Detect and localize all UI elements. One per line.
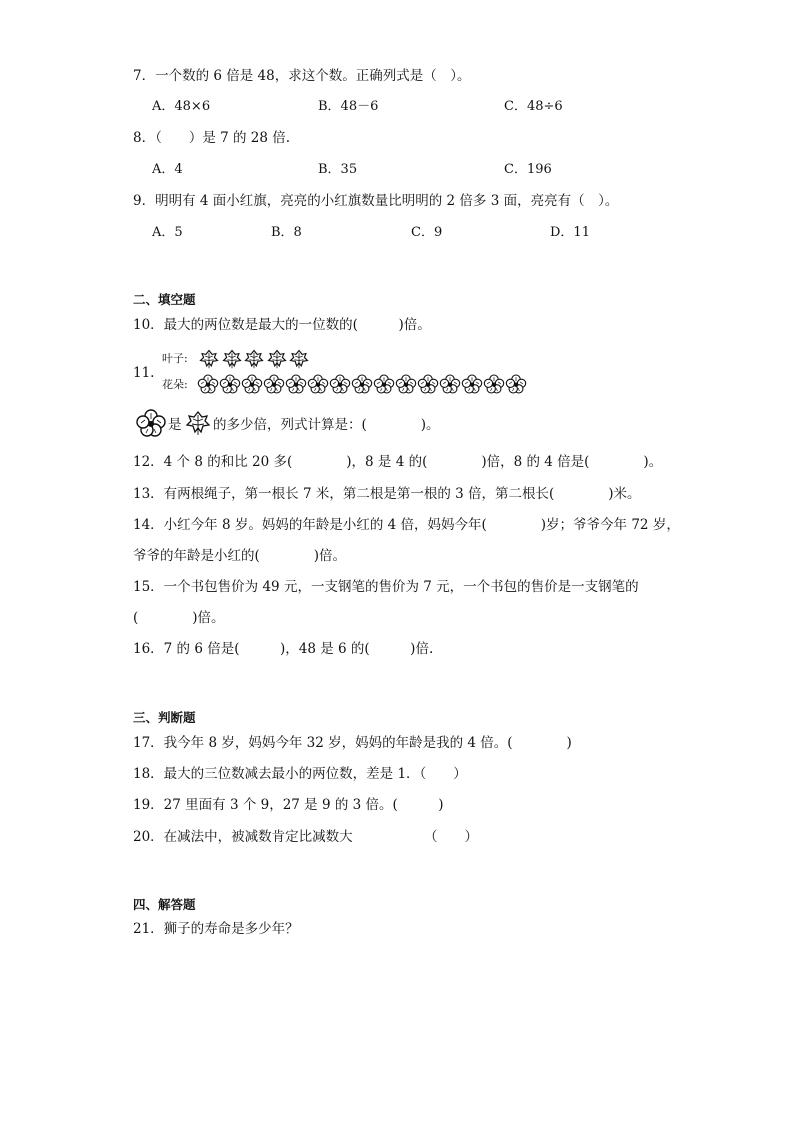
flower-icon: [286, 375, 306, 393]
question-15-line-2: ( )倍。: [133, 610, 225, 626]
flower-icon: [330, 375, 350, 393]
question-13-stem: 13．有两根绳子，第一根长 7 米，第二根是第一根的 3 倍，第二根长( )米。: [133, 486, 641, 502]
question-19-stem: 19．27 里面有 3 个 9，27 是 9 的 3 倍。( ): [133, 797, 444, 813]
flower-icon: [506, 375, 526, 393]
question-14-line-2: 爷爷的年龄是小红的( )倍。: [133, 548, 347, 564]
question-15-line-1: 15．一个书包售价为 49 元，一支钢笔的售价为 7 元，一个书包的售价是一支钢笔的: [133, 579, 639, 595]
leaf-icon: [266, 349, 288, 369]
question-10-stem: 10．最大的两位数是最大的一位数的( )倍。: [133, 317, 431, 333]
question-7-stem: 7．一个数的 6 倍是 48，求这个数。正确列式是（ ）。: [133, 68, 471, 84]
flower-icon: [264, 375, 284, 393]
leaf-label: 叶子:: [162, 352, 188, 365]
question-20-stem: 20．在减法中，被减数肯定比减数大: [133, 829, 353, 845]
flower-icon: [198, 375, 218, 393]
question-12-stem: 12．4 个 8 的和比 20 多( )，8 是 4 的( )倍，8 的 4 倍是( )。: [133, 454, 663, 470]
flower-icon: [352, 375, 372, 393]
question-9-stem: 9．明明有 4 面小红旗，亮亮的小红旗数量比明明的 2 倍多 3 面，亮亮有（ ）。: [133, 193, 619, 209]
question-9-option-d: D．11: [550, 225, 590, 240]
leaf-icon: [243, 349, 265, 369]
question-9-option-c: C．9: [411, 225, 443, 240]
leaf-icon: [198, 349, 220, 369]
flower-icon: [242, 375, 262, 393]
flower-icon: [440, 375, 460, 393]
flower-icon: [137, 410, 165, 436]
question-8-stem: 8．（ ）是 7 的 28 倍.: [133, 130, 291, 146]
flower-icon: [308, 375, 328, 393]
question-21-stem: 21．狮子的寿命是多少年？: [133, 921, 299, 937]
question-14-line-1: 14．小红今年 8 岁。妈妈的年龄是小红的 4 倍，妈妈今年( )岁；爷爷今年 72 岁，: [133, 517, 680, 533]
flower-icon: [220, 375, 240, 393]
question-11-text-a: 是: [168, 417, 182, 433]
flower-label: 花朵:: [162, 378, 188, 391]
flower-icon: [418, 375, 438, 393]
question-7-option-a: A．48×6: [152, 99, 211, 114]
flower-icon: [396, 375, 416, 393]
leaf-icon: [288, 349, 310, 369]
question-11-number: 11.: [133, 365, 155, 381]
question-18-stem: 18．最大的三位数减去最小的两位数，差是 1．（ ）: [133, 766, 467, 782]
question-11-text-b: 的多少倍，列式计算是：( )。: [213, 417, 440, 433]
question-9-option-a: A．5: [152, 225, 183, 240]
section-3-title: 三、判断题: [133, 710, 196, 725]
question-7-option-c: C．48÷6: [504, 99, 563, 114]
section-2-title: 二、填空题: [133, 292, 196, 307]
question-16-stem: 16．7 的 6 倍是( )，48 是 6 的( )倍.: [133, 641, 434, 657]
leaf-icon: [221, 349, 243, 369]
question-8-option-a: A．4: [152, 162, 183, 177]
question-7-option-b: B．48－6: [318, 99, 379, 114]
flower-icon: [374, 375, 394, 393]
question-9-option-b: B．8: [271, 225, 302, 240]
section-4-title: 四、解答题: [133, 897, 196, 912]
question-8-option-c: C．196: [504, 162, 552, 177]
question-17-stem: 17．我今年 8 岁，妈妈今年 32 岁，妈妈的年龄是我的 4 倍。( ): [133, 735, 572, 751]
flower-icon: [462, 375, 482, 393]
flower-icon: [484, 375, 504, 393]
question-8-option-b: B．35: [318, 162, 358, 177]
leaf-icon: [186, 410, 210, 436]
question-20-blank: （ ）: [424, 829, 478, 845]
